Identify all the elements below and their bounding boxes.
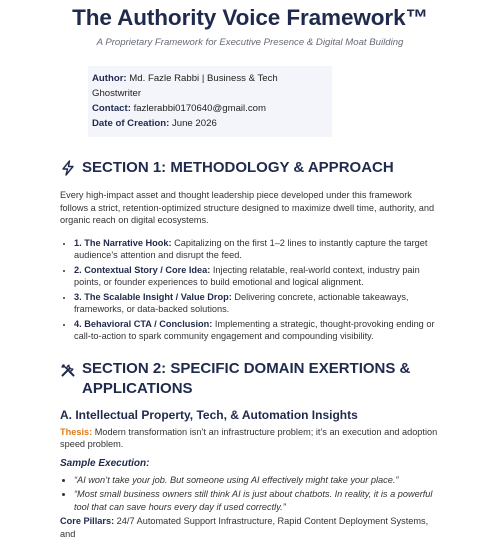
section-2-heading (60, 359, 440, 399)
meta-contact (92, 101, 326, 116)
quote-item: • “AI won’t take your job. But someone using AI effectively might take your place.” (74, 474, 440, 487)
document-subtitle: A Proprietary Framework for Executive Presence & Digital Moat Building (96, 37, 404, 48)
quote-item: • “Most small business owners still think AI is just about chatbots. In reality, it is a powerful tool that can save hours every day if used correctly.” (74, 488, 440, 513)
list-item-text: Capitalizing on the first 1–2 lines to instantly capture the target audience’s attention and disrupt the feed. (74, 237, 428, 260)
list-item-label: 2. Contextual Story / Core Idea: (74, 264, 211, 275)
core-pillars (60, 515, 440, 540)
meta-date-key: Date of Creation: (92, 118, 170, 129)
core-pillars-label: Core Pillars: (60, 516, 115, 526)
meta-contact-value: fazlerabbi0170640@gmail.com (130, 103, 266, 114)
section-2-title: SECTION 2: SPECIFIC DOMAIN EXERTIONS & APPLICATIONS (82, 359, 411, 397)
meta-author (92, 71, 326, 101)
list-item-text: Delivering concrete, actionable takeaways, frameworks, or data-backed solutions. (74, 291, 409, 314)
thesis-text: Modern transformation isn’t an infrastructure problem; it’s an execution and adoption speed problem. (60, 426, 438, 449)
list-item (74, 291, 440, 316)
meta-contact-key: Contact: (92, 103, 131, 114)
meta-author-value: Md. Fazle Rabbi | Business & Tech Ghostwriter (92, 73, 278, 99)
list-item (74, 237, 440, 262)
lightning-icon (60, 160, 76, 176)
core-pillars-text: 24/7 Automated Support Infrastructure, Rapid Content Deployment Systems, and (60, 516, 429, 539)
list-item-label: 4. Behavioral CTA / Conclusion: (74, 318, 213, 329)
tools-icon (60, 362, 76, 378)
meta-info-box (88, 66, 332, 137)
methodology-list (60, 237, 440, 343)
sample-quotes-list (60, 474, 440, 514)
section-1-intro: Every high-impact asset and thought leadership piece developed under this framework follows a strict, retention-optimized structure designed to maximize dwell time, authority, and organic reach on digital ecosystems. (60, 190, 435, 225)
meta-date (92, 116, 326, 131)
meta-author-key: Author: (92, 73, 127, 84)
thesis-paragraph (60, 426, 440, 451)
subsection-a-title: A. Intellectual Property, Tech, & Automation Insights (60, 407, 358, 422)
thesis-label: Thesis: (60, 426, 93, 437)
sample-execution-title: Sample Execution: (60, 457, 150, 469)
list-item-text: Implementing a strategic, thought-provoking ending or call-to-action to spark community engagement and compounding visibility. (74, 318, 435, 341)
meta-date-value: June 2026 (169, 118, 217, 129)
list-item-text: Injecting relatable, real-world context, industry pain points, or founder experiences to build emotional and logical alignment. (74, 264, 420, 287)
list-item-label: 1. The Narrative Hook: (74, 237, 172, 248)
document-title: The Authority Voice Framework™ (72, 5, 428, 30)
list-item (74, 264, 440, 289)
section-1-heading (60, 158, 440, 178)
section-1-title: SECTION 1: METHODOLOGY & APPROACH (82, 159, 394, 176)
list-item (74, 318, 440, 343)
list-item-label: 3. The Scalable Insight / Value Drop: (74, 291, 232, 302)
